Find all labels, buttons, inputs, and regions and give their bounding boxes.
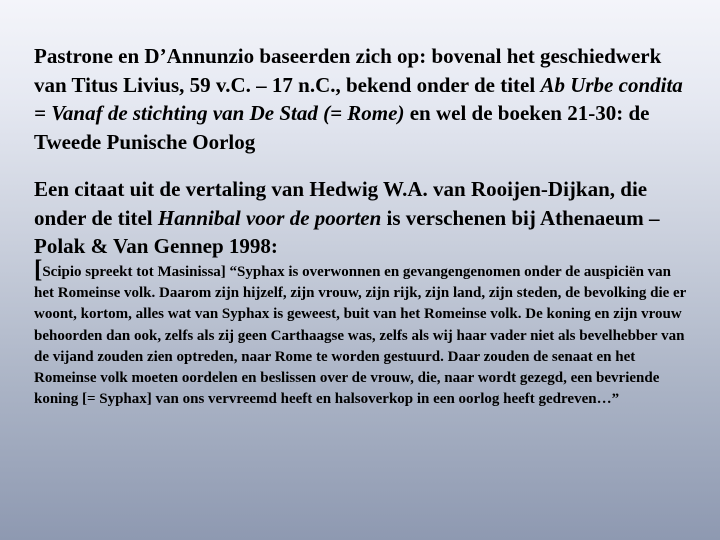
intro-text-b: en wel de boeken 21-30: de Tweede Punische Oorlog [34,101,650,154]
citation-italic-title: Hannibal voor de poorten [157,205,382,230]
citation-paragraph [34,175,694,261]
intro-text-a: Pastrone en D’Annunzio baseerden zich op: bovenal het geschiedwerk van Titus Livius, 59 v.C. – 17 n.C., bekend onder de titel [34,44,662,97]
quote-open-bracket: [ [34,256,43,283]
citation-text-a: Een citaat uit de vertaling van Hedwig W.A. van Rooijen-Dijkan, die onder de titel [34,177,648,230]
intro-italic-title: Ab Urbe condita = Vanaf de stichting van De Stad (= Rome) [34,72,683,125]
quote-paragraph [34,256,694,410]
intro-paragraph [34,42,694,156]
slide-content [34,0,694,540]
quote-text: Scipio spreekt tot Masinissa] “Syphax is overwonnen en gevangengenomen onder de auspiciën van het Romeinse volk. Daarom zijn hijzelf, zijn vrouw, zijn rijk, zijn land, zijn steden, de bevolking die er woont, kortom, alles wat van Syphax is geweest, buit van het Romeinse volk. De koning en zijn vrouw behoorden dan ook, zelfs als zij geen Carthaagse was, zelfs als wij haar vader niet als bevelhebber van de vijand zouden zien optreden, naar Rome te worden gestuurd. Daar zouden de senaat en het Romeinse volk moeten oordelen en beslissen over de vrouw, die, naar wordt gezegd, een bevriende koning [= Syphax] van ons vervreemd heeft en halsoverkop in een oorlog heeft gedreven…” [34,264,687,408]
citation-text-b: is verschenen bij Athenaeum – Polak & Van Gennep 1998: [34,205,660,258]
